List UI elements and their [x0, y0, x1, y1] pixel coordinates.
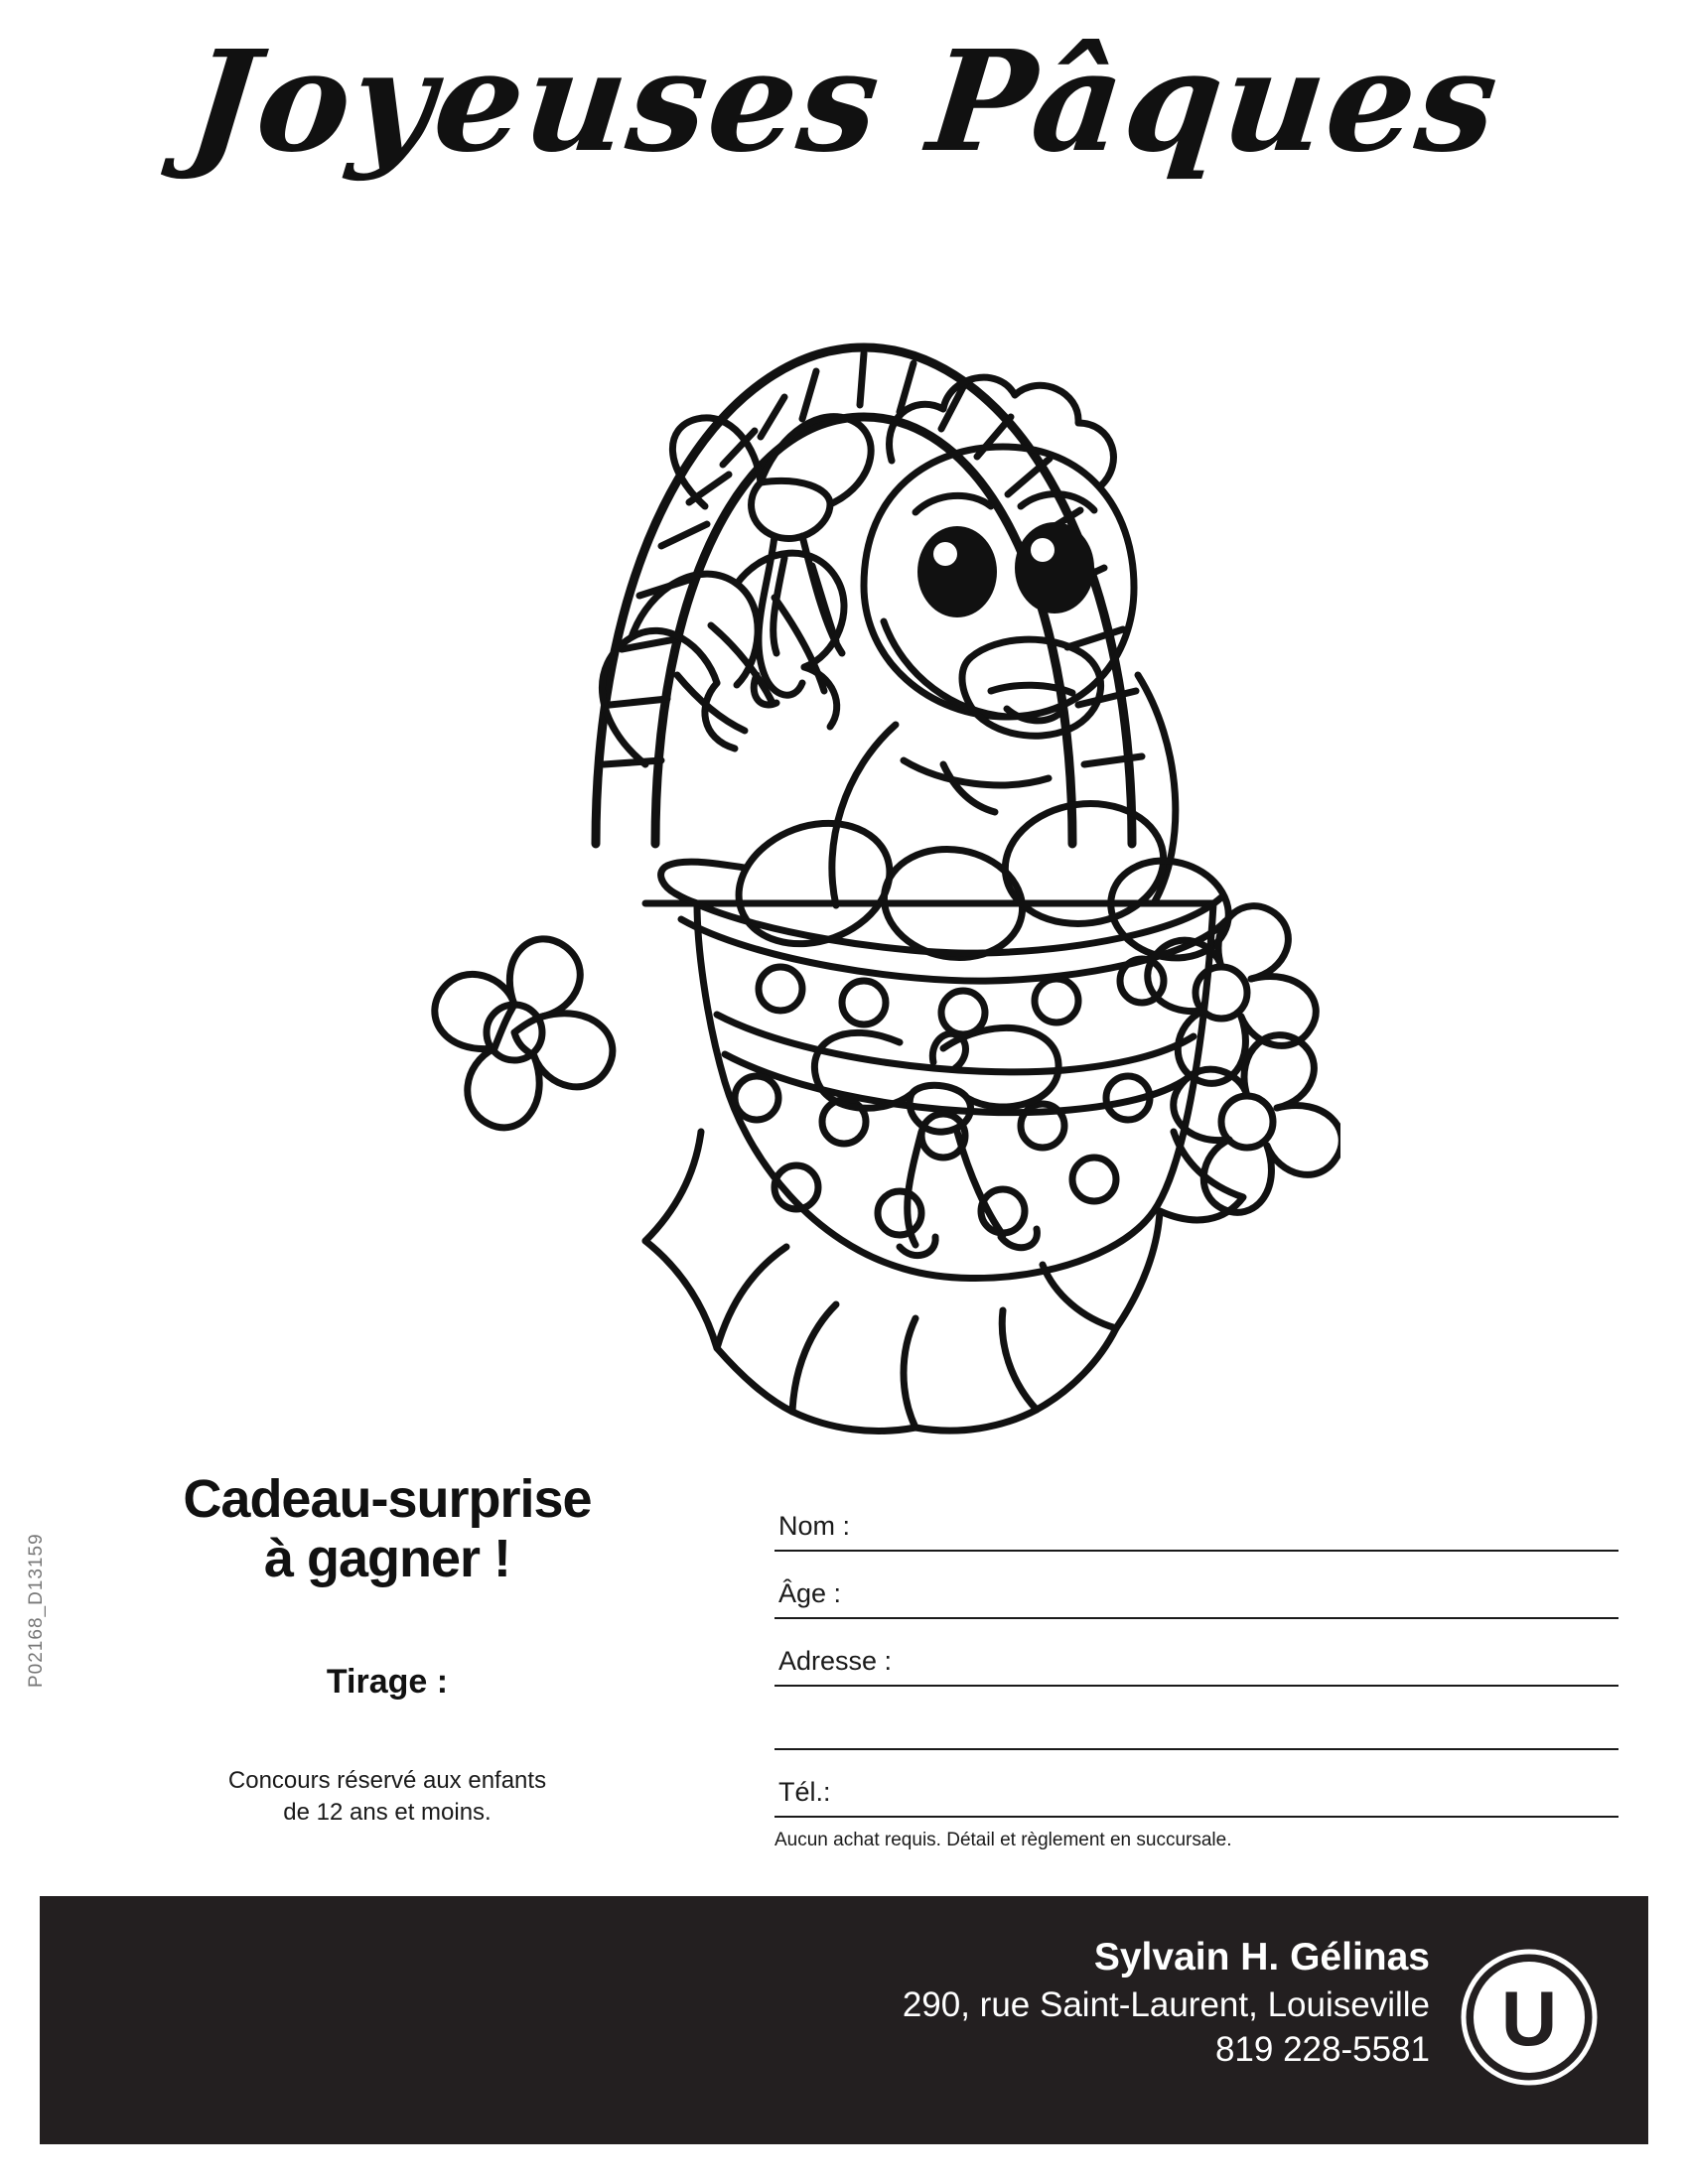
field-adresse-label: Adresse :	[778, 1646, 893, 1676]
svg-text:U: U	[1500, 1975, 1558, 2062]
merchant-phone: 819 228-5581	[1214, 2030, 1430, 2070]
field-nom-label: Nom :	[778, 1511, 851, 1541]
promo-note-line1: Concours réservé aux enfants	[227, 1766, 547, 1794]
page-title-container	[0, 21, 1688, 184]
page-title: Joyeuses Pâques	[181, 21, 1507, 184]
promo-headline	[109, 1469, 665, 1589]
field-adresse[interactable]	[774, 1619, 1618, 1687]
promo-headline-line1: Cadeau-surprise	[183, 1469, 592, 1529]
footer-contact	[903, 1934, 1430, 2073]
field-nom[interactable]	[774, 1484, 1618, 1552]
field-telephone-label: Tél.:	[778, 1777, 831, 1807]
promo-block	[109, 1469, 665, 1830]
legal-notice: Aucun achat requis. Détail et règlement en succursale.	[774, 1830, 1232, 1850]
promo-headline-line2: à gagner !	[263, 1529, 511, 1589]
footer-bar	[40, 1896, 1648, 2144]
field-adresse-line2[interactable]	[774, 1687, 1618, 1750]
merchant-address: 290, rue Saint-Laurent, Louiseville	[902, 1984, 1430, 2024]
draw-label: Tirage :	[326, 1662, 449, 1701]
merchant-name: Sylvain H. Gélinas	[1093, 1936, 1430, 1979]
field-age-label: Âge :	[778, 1578, 842, 1608]
contest-entry-form	[774, 1484, 1618, 1851]
easter-basket-chick-illustration	[348, 208, 1340, 1459]
promo-note-line2: de 12 ans et moins.	[283, 1799, 492, 1827]
uniprix-u-logo-icon	[1460, 1948, 1599, 2087]
field-age[interactable]	[774, 1552, 1618, 1619]
field-telephone[interactable]	[774, 1750, 1618, 1818]
promo-note	[109, 1765, 665, 1830]
print-code: P02168_D13159	[26, 1533, 47, 1688]
